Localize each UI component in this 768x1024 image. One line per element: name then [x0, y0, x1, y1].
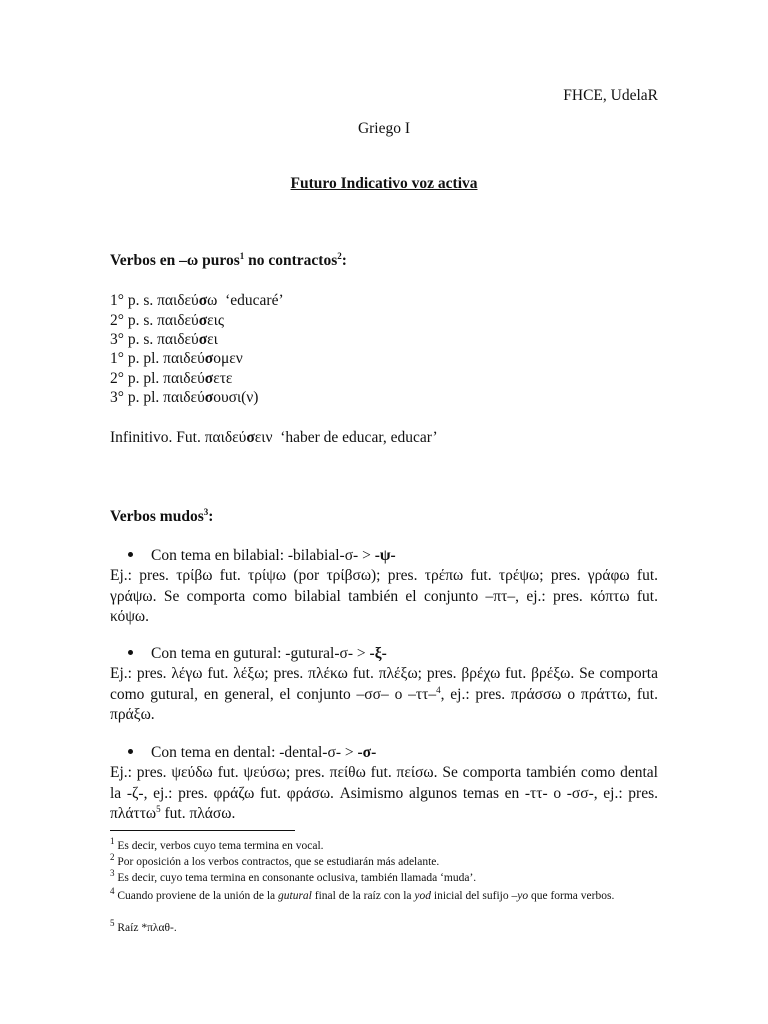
heading-text: :	[208, 508, 214, 525]
footnote-number: 5	[110, 918, 115, 929]
verb-stem: παιδεύ	[163, 370, 205, 387]
footnote-ref-4: 4	[436, 684, 441, 695]
footnote-italic: gutural	[278, 890, 312, 902]
conjugation-row-3sg	[110, 330, 218, 349]
verb-stem: παιδεύ	[157, 312, 199, 329]
person-label: 3° p. pl.	[110, 389, 164, 406]
person-label: 2° p. pl.	[110, 370, 164, 387]
person-label: 3° p. s.	[110, 331, 158, 348]
footnote-text: Por oposición a los verbos contractos, que se estudiarán más adelante.	[114, 856, 440, 868]
bullet-result: -σ-	[357, 744, 377, 761]
course-name: Griego I	[357, 120, 411, 137]
verb-ending: ουσι(ν)	[213, 389, 259, 406]
bullet-gutural	[128, 644, 387, 663]
verb-stem: παιδεύ	[157, 292, 199, 309]
verb-ending: ομεν	[213, 350, 243, 367]
conjugation-row-1pl	[110, 349, 243, 368]
conjugation-row-1sg	[110, 291, 284, 310]
footnote-5	[110, 918, 658, 937]
footnote-text: Es decir, verbos cuyo tema termina en vocal.	[114, 840, 324, 852]
heading-text: no contractos	[244, 252, 338, 269]
future-marker: σ	[198, 312, 208, 329]
footnote-1	[110, 836, 658, 855]
footnote-ref-2: 2	[337, 250, 342, 261]
paragraph-gutural	[110, 664, 658, 726]
footnote-number: 2	[110, 852, 115, 863]
paragraph-dental	[110, 763, 658, 825]
future-marker: σ	[246, 429, 255, 446]
paragraph-text: Ej.: pres. λέγω fut. λέξω; pres. πλέκω fut. πλέξω; pres. βρέχω fut. βρέξω. Se comporta como gutural, en general, el conjunto –σσ– o –ττ–	[110, 665, 658, 703]
footnote-separator	[110, 830, 295, 831]
bullet-text: Con tema en gutural: -gutural-σ- >	[151, 645, 370, 662]
verb-ending: ει	[207, 331, 218, 348]
verb-stem: παιδεύ	[163, 389, 205, 406]
bullet-dot-icon	[128, 650, 133, 655]
bullet-result: -ψ-	[374, 547, 396, 564]
footnote-text: inicial del sufijo –	[431, 890, 518, 902]
footnote-3	[110, 868, 658, 887]
footnote-text: Cuando proviene de la unión de la	[114, 890, 279, 902]
footnote-4	[110, 886, 658, 905]
future-marker: σ	[204, 389, 214, 406]
footnote-ref-5: 5	[156, 803, 161, 814]
person-label: 2° p. s.	[110, 312, 158, 329]
heading-text: :	[341, 252, 347, 269]
person-label: 1° p. pl.	[110, 350, 164, 367]
verb-ending: ω	[207, 292, 218, 309]
bullet-text: Con tema en bilabial: -bilabial-σ- >	[151, 547, 375, 564]
institution-header: FHCE, UdelaR	[563, 87, 658, 104]
verb-ending: ειν	[254, 429, 273, 446]
page-title: Futuro Indicativo voz activa	[290, 175, 478, 192]
paragraph-text: , ej.: pres. πράσσω o πράττω, fut. πράξω.	[110, 685, 658, 723]
footnote-number: 4	[110, 886, 115, 897]
footnote-2	[110, 852, 658, 871]
future-marker: σ	[204, 350, 214, 367]
section-heading-mudos	[110, 507, 213, 526]
footnote-italic: yo	[517, 890, 529, 902]
footnote-italic: yod	[414, 890, 431, 902]
bullet-dental	[128, 743, 376, 762]
footnote-text: Raíz *πλαθ-.	[114, 922, 177, 934]
verb-ending: εις	[207, 312, 224, 329]
infinitive-line	[110, 428, 438, 447]
future-marker: σ	[198, 292, 208, 309]
paragraph-text: Ej.: pres. ψεύδω fut. ψεύσω; pres. πείθω fut. πείσω. Se comporta también como dental la -ζ-, ej.: pres. φράζω fut. φράσω. Asimismo algunos temas en -ττ- o -σσ-, ej.: pres. πλάττω	[110, 764, 658, 822]
bullet-result: -ξ-	[369, 645, 387, 662]
gloss: ‘educaré’	[217, 292, 284, 309]
conjugation-row-3pl	[110, 388, 258, 407]
conjugation-row-2pl	[110, 369, 232, 388]
bullet-dot-icon	[128, 749, 133, 754]
heading-text: Verbos en –ω puros	[110, 252, 240, 269]
bullet-text: Con tema en dental: -dental-σ- >	[151, 744, 358, 761]
verb-stem: παιδεύ	[163, 350, 205, 367]
verb-stem: παιδεύ	[157, 331, 199, 348]
section-heading-puros	[110, 251, 347, 270]
person-label: 1° p. s.	[110, 292, 158, 309]
conjugation-row-2sg	[110, 311, 224, 330]
footnote-text: que forma verbos.	[528, 890, 615, 902]
footnote-number: 1	[110, 836, 115, 847]
footnote-text: Es decir, cuyo tema termina en consonante oclusiva, también llamada ‘muda’.	[114, 872, 477, 884]
footnote-number: 3	[110, 868, 115, 879]
footnote-ref-1: 1	[239, 250, 245, 261]
gloss: ‘haber de educar, educar’	[272, 429, 438, 446]
bullet-bilabial	[128, 546, 396, 565]
bullet-dot-icon	[128, 552, 133, 557]
footnote-text: final de la raíz con la	[311, 890, 415, 902]
footnote-ref-3: 3	[203, 506, 209, 517]
future-marker: σ	[198, 331, 208, 348]
verb-ending: ετε	[213, 370, 233, 387]
verb-stem: παιδεύ	[204, 429, 247, 446]
infinitive-label: Infinitivo. Fut.	[110, 429, 205, 446]
paragraph-text: fut. πλάσω.	[160, 805, 236, 822]
paragraph-bilabial: Ej.: pres. τρίβω fut. τρίψω (por τρίβσω); pres. τρέπω fut. τρέψω; pres. γράφω fut. γράψω. Se comporta como bilabial también el conjunto –πτ–, ej.: pres. κόπτω fut. κόψω.	[110, 567, 658, 625]
future-marker: σ	[204, 370, 214, 387]
heading-text: Verbos mudos	[110, 508, 204, 525]
